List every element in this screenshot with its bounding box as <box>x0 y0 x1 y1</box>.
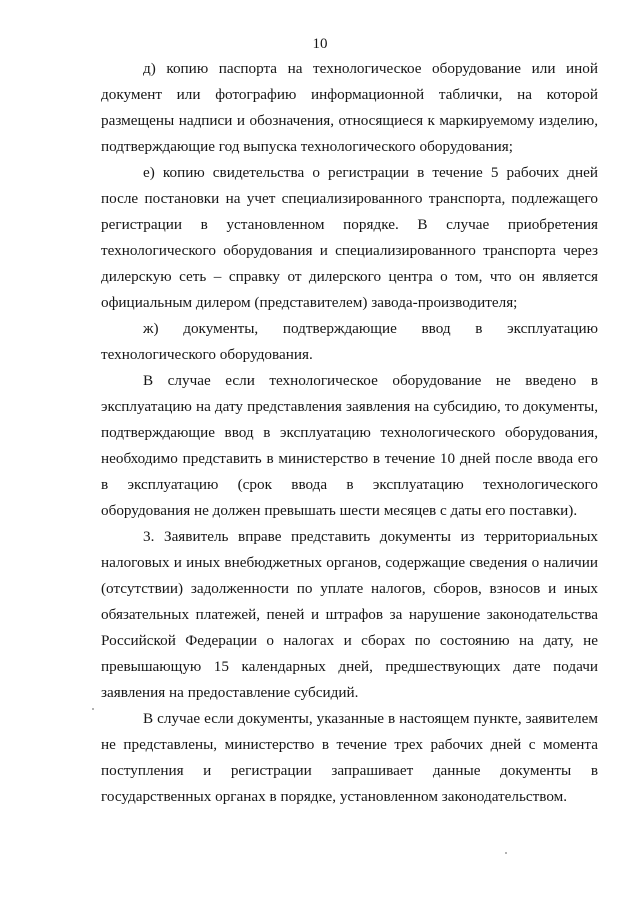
paragraph-item-3: 3. Заявитель вправе представить документы из территориальных налоговых и иных внебюджетных органов, содержащие сведения о наличии (отсутствии) задолженности по уплате налогов, сборов, взносов и иных обязательных платежей, пеней и штрафов за нарушение законодательства Российской Федерации о налогах и сборах по состоянию на дату, не превышающую 15 календарных дней, предшествующих дате подачи заявления на предоставление субсидий. <box>101 528 598 701</box>
paragraph-commissioning-deadline: В случае если технологическое оборудование не введено в эксплуатацию на дату представления заявления на субсидию, то документы, подтверждающие ввод в эксплуатацию технологического оборудования, необходимо представить в министерство в течение 10 дней после ввода его в эксплуатацию (срок ввода в эксплуатацию технологического оборудования не должен превышать шести месяцев с даты его поставки). <box>101 372 598 519</box>
paragraph-registration-certificate: е) копию свидетельства о регистрации в течение 5 рабочих дней после постановки на учет специализированного транспорта, подлежащего регистрации в установленном порядке. В случае приобретения технологического оборудования и специализированного транспорта через дилерскую сеть – справку от дилерского центра о том, что он является официальным дилером (представителем) завода-производителя; <box>101 164 598 311</box>
scan-speck <box>92 708 94 710</box>
page-number: 10 <box>312 36 328 52</box>
paragraph-ministry-request: В случае если документы, указанные в настоящем пункте, заявителем не представлены, министерство в течение трех рабочих дней с момента поступления и регистрации запрашивает данные документы в государственных органах в порядке, установленном законодательством. <box>101 710 598 805</box>
scan-speck <box>505 852 507 854</box>
paragraph-commissioning-documents: ж) документы, подтверждающие ввод в эксплуатацию технологического оборудования. <box>101 320 598 363</box>
paragraph-passport: д) копию паспорта на технологическое оборудование или иной документ или фотографию информационной таблички, на которой размещены надписи и обозначения, относящиеся к маркируемому изделию, подтверждающие год выпуска технологического оборудования; <box>101 60 598 155</box>
